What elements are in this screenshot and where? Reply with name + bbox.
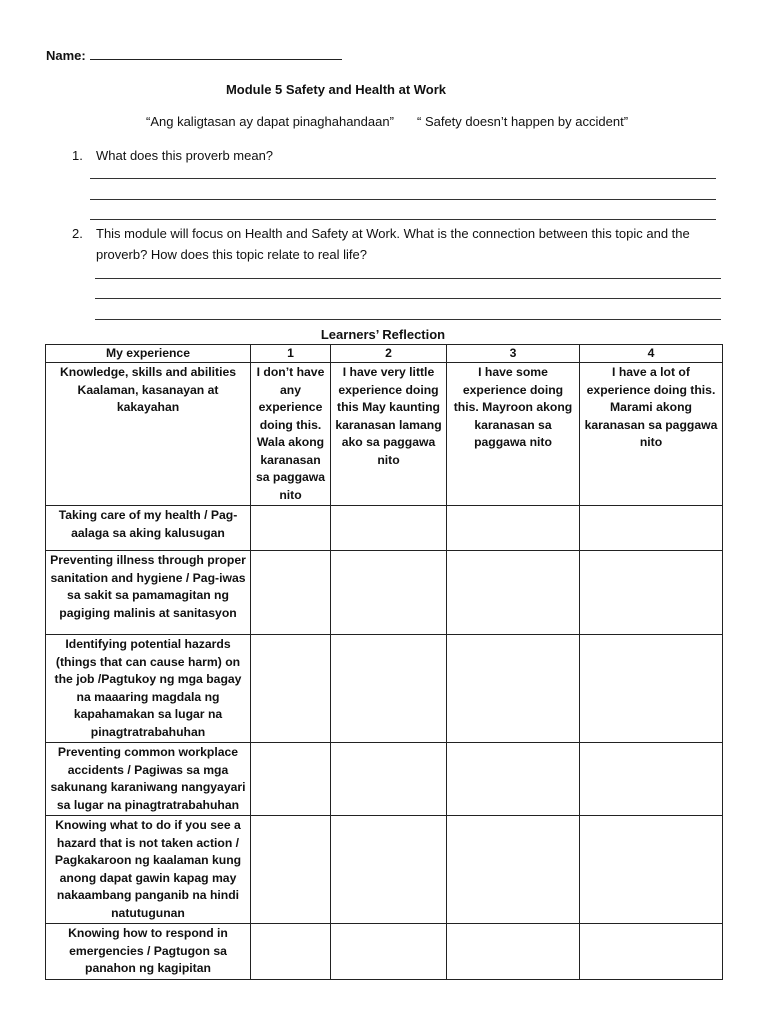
question-2 <box>72 223 712 267</box>
rating-cell-3[interactable] <box>447 924 580 980</box>
proverb-english: “ Safety doesn’t happen by accident” <box>417 114 629 129</box>
rating-cell-1[interactable] <box>251 635 331 743</box>
answer-line-1b[interactable] <box>90 199 716 200</box>
header-rating-3: 3 <box>447 345 580 363</box>
item-label: Knowing what to do if you see a hazard that is not taken action / Pagkakaroon ng kaalaman kung anong dapat gawin kapag may nakaambang panganib na hindi natutugunan <box>46 816 251 924</box>
answer-line-1a[interactable] <box>90 178 716 179</box>
rating-cell-1[interactable] <box>251 924 331 980</box>
rating-cell-4[interactable] <box>580 924 723 980</box>
table-row <box>46 924 723 980</box>
rating-cell-4[interactable] <box>580 635 723 743</box>
reflection-table <box>45 344 723 980</box>
rating-cell-3[interactable] <box>447 743 580 816</box>
name-field[interactable] <box>46 47 342 63</box>
table-row <box>46 635 723 743</box>
name-blank-line[interactable] <box>90 47 342 60</box>
item-label: Taking care of my health / Pag-aalaga sa aking kalusugan <box>46 506 251 551</box>
item-label: Knowing how to respond in emergencies / Pagtugon sa panahon ng kagipitan <box>46 924 251 980</box>
descriptor-rating-4: I have a lot of experience doing this. Marami akong karanasan sa paggawa nito <box>580 363 723 506</box>
rating-cell-3[interactable] <box>447 816 580 924</box>
header-rating-4: 4 <box>580 345 723 363</box>
descriptor-rating-2: I have very little experience doing this May kaunting karanasan lamang ako sa paggawa nito <box>331 363 447 506</box>
question-1-number: 1. <box>72 148 83 163</box>
rating-cell-2[interactable] <box>331 924 447 980</box>
proverb-filipino: “Ang kaligtasan ay dapat pinaghahandaan” <box>146 114 394 129</box>
rating-cell-2[interactable] <box>331 551 447 635</box>
name-label: Name: <box>46 48 86 63</box>
table-row <box>46 551 723 635</box>
answer-line-2c[interactable] <box>95 319 721 320</box>
header-rating-2: 2 <box>331 345 447 363</box>
rating-cell-4[interactable] <box>580 506 723 551</box>
rating-cell-1[interactable] <box>251 743 331 816</box>
table-row <box>46 506 723 551</box>
rating-cell-1[interactable] <box>251 506 331 551</box>
rating-cell-4[interactable] <box>580 743 723 816</box>
descriptor-category: Knowledge, skills and abilities Kaalaman, kasanayan at kakayahan <box>46 363 251 506</box>
rating-cell-2[interactable] <box>331 506 447 551</box>
question-1 <box>72 145 712 167</box>
rating-cell-3[interactable] <box>447 635 580 743</box>
question-2-text: This module will focus on Health and Safety at Work. What is the connection between this topic and the proverb? How does this topic relate to real life? <box>96 226 690 262</box>
descriptor-rating-3: I have some experience doing this. Mayroon akong karanasan sa paggawa nito <box>447 363 580 506</box>
rating-cell-2[interactable] <box>331 743 447 816</box>
answer-line-1c[interactable] <box>90 219 716 220</box>
header-rating-1: 1 <box>251 345 331 363</box>
header-my-experience: My experience <box>46 345 251 363</box>
answer-line-2a[interactable] <box>95 278 721 279</box>
item-label: Identifying potential hazards (things that can cause harm) on the job /Pagtukoy ng mga bagay na maaaring magdala ng kapahamakan sa lugar na pinagtratrabahuhan <box>46 635 251 743</box>
reflection-title: Learners’ Reflection <box>320 327 446 342</box>
table-row <box>46 743 723 816</box>
question-1-text: What does this proverb mean? <box>96 148 274 163</box>
item-label: Preventing illness through proper sanitation and hygiene / Pag-iwas sa sakit sa pamamagitan ng pagiging malinis at sanitasyon <box>46 551 251 635</box>
rating-cell-3[interactable] <box>447 551 580 635</box>
descriptor-rating-1: I don’t have any experience doing this. Wala akong karanasan sa paggawa nito <box>251 363 331 506</box>
page-title: Module 5 Safety and Health at Work <box>225 82 447 97</box>
rating-cell-4[interactable] <box>580 551 723 635</box>
rating-cell-1[interactable] <box>251 816 331 924</box>
descriptor-row <box>46 363 723 506</box>
question-2-number: 2. <box>72 226 83 241</box>
rating-cell-2[interactable] <box>331 816 447 924</box>
rating-cell-2[interactable] <box>331 635 447 743</box>
table-row <box>46 816 723 924</box>
item-label: Preventing common workplace accidents / Pagiwas sa mga sakunang karaniwang nangyayari sa lugar na pinagtratrabahuhan <box>46 743 251 816</box>
rating-cell-4[interactable] <box>580 816 723 924</box>
table-header-row <box>46 345 723 363</box>
rating-cell-3[interactable] <box>447 506 580 551</box>
answer-line-2b[interactable] <box>95 298 721 299</box>
rating-cell-1[interactable] <box>251 551 331 635</box>
